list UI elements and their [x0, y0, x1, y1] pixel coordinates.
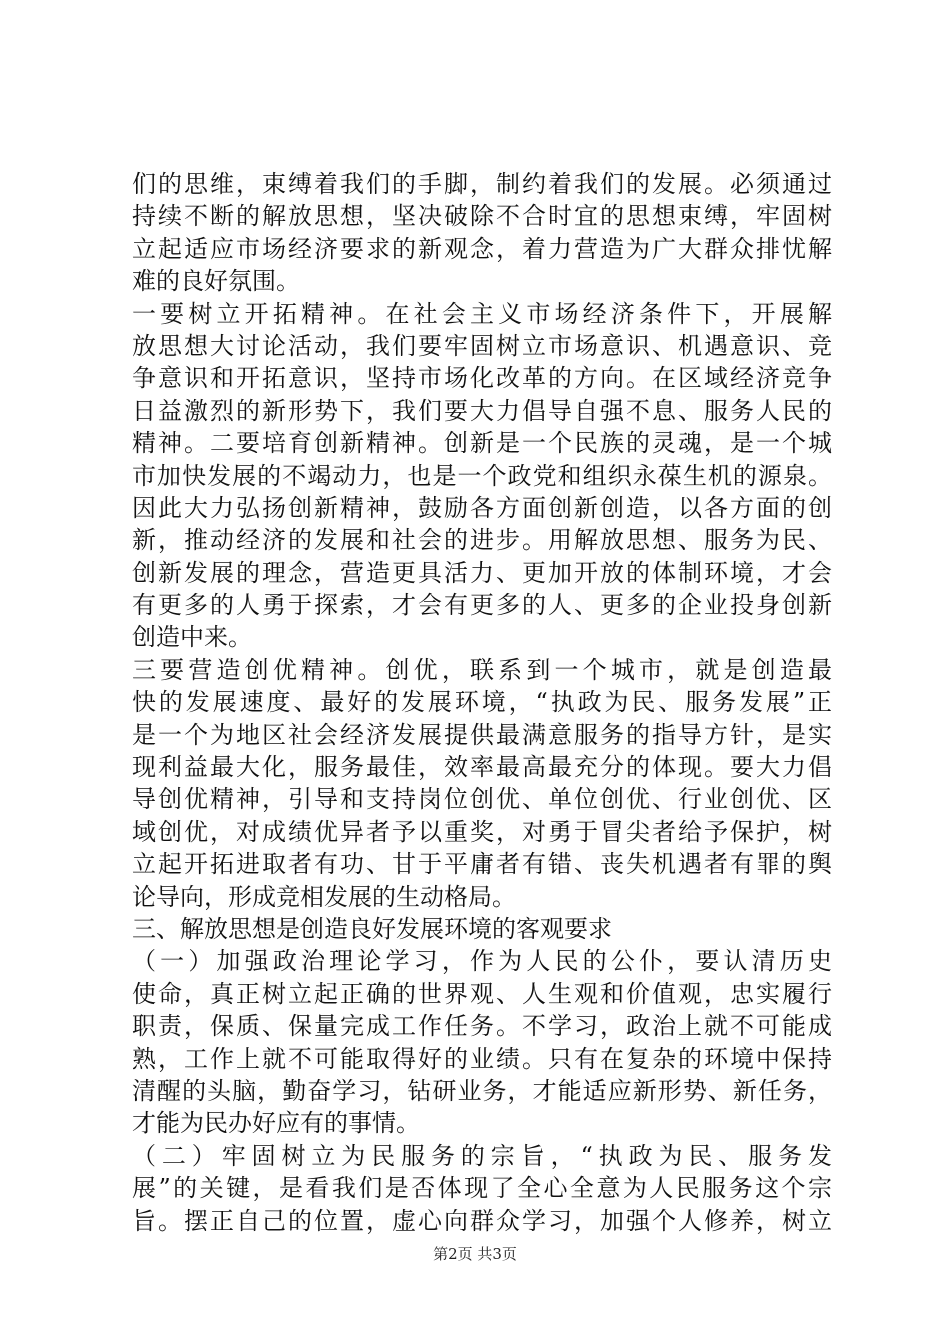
text-line: 立起开拓进取者有功、甘于平庸者有错、丧失机遇者有罪的舆: [132, 850, 832, 879]
page-footer: 第2页 共3页: [433, 1245, 517, 1263]
text-line: 使命，真正树立起正确的世界观、人生观和价值观，忠实履行: [132, 979, 832, 1008]
text-line: 快的发展速度、最好的发展环境，“执政为民、服务发展”正: [132, 688, 832, 717]
text-line: 导创优精神，引导和支持岗位创优、单位创优、行业创优、区: [132, 785, 832, 814]
text-line: 新，推动经济的发展和社会的进步。用解放思想、服务为民、: [132, 526, 832, 555]
text-line: （一）加强政治理论学习，作为人民的公仆，要认清历史: [132, 947, 832, 976]
text-line: 展”的关键，是看我们是否体现了全心全意为人民服务这个宗: [132, 1174, 832, 1203]
text-line: 有更多的人勇于探索，才会有更多的人、更多的企业投身创新: [132, 591, 832, 620]
text-line: 难的良好氛围。: [132, 267, 300, 296]
text-line: 域创优，对成绩优异者予以重奖，对勇于冒尖者给予保护，树: [132, 817, 832, 846]
text-line: 旨。摆正自己的位置，虚心向群众学习，加强个人修养，树立: [132, 1206, 832, 1235]
text-line: 创新发展的理念，营造更具活力、更加开放的体制环境，才会: [132, 558, 832, 587]
text-line: 持续不断的解放思想，坚决破除不合时宜的思想束缚，牢固树: [132, 202, 832, 231]
text-line: （二）牢固树立为民服务的宗旨，“执政为民、服务发: [132, 1141, 832, 1170]
text-line: 创造中来。: [132, 623, 252, 652]
text-line: 日益激烈的新形势下，我们要大力倡导自强不息、服务人民的: [132, 396, 832, 425]
text-line: 市加快发展的不竭动力，也是一个政党和组织永葆生机的源泉。: [132, 461, 832, 490]
text-line: 现利益最大化，服务最佳，效率最高最充分的体现。要大力倡: [132, 753, 832, 782]
text-line: 一要树立开拓精神。在社会主义市场经济条件下，开展解: [132, 299, 832, 328]
text-line: 们的思维，束缚着我们的手脚，制约着我们的发展。必须通过: [132, 170, 832, 198]
text-line: 立起适应市场经济要求的新观念，着力营造为广大群众排忧解: [132, 234, 832, 263]
document-body: [132, 168, 832, 1237]
text-line: 精神。二要培育创新精神。创新是一个民族的灵魂，是一个城: [132, 429, 832, 458]
text-line: 职责，保质、保量完成工作任务。不学习，政治上就不可能成: [132, 1012, 832, 1041]
text-line: 因此大力弘扬创新精神，鼓励各方面创新创造，以各方面的创: [132, 493, 832, 522]
text-line: 是一个为地区社会经济发展提供最满意服务的指导方针，是实: [132, 720, 832, 749]
text-line: 清醒的头脑，勤奋学习，钻研业务，才能适应新形势、新任务，: [132, 1076, 832, 1105]
text-line: 放思想大讨论活动，我们要牢固树立市场意识、机遇意识、竞: [132, 331, 832, 360]
text-line: 三要营造创优精神。创优，联系到一个城市，就是创造最: [132, 655, 832, 684]
text-line: 论导向，形成竞相发展的生动格局。: [132, 882, 516, 911]
text-line: 三、解放思想是创造良好发展环境的客观要求: [132, 914, 612, 943]
text-line: 争意识和开拓意识，坚持市场化改革的方向。在区域经济竞争: [132, 364, 832, 393]
text-line: 熟，工作上就不可能取得好的业绩。只有在复杂的环境中保持: [132, 1044, 832, 1073]
text-line: 才能为民办好应有的事情。: [132, 1109, 420, 1138]
